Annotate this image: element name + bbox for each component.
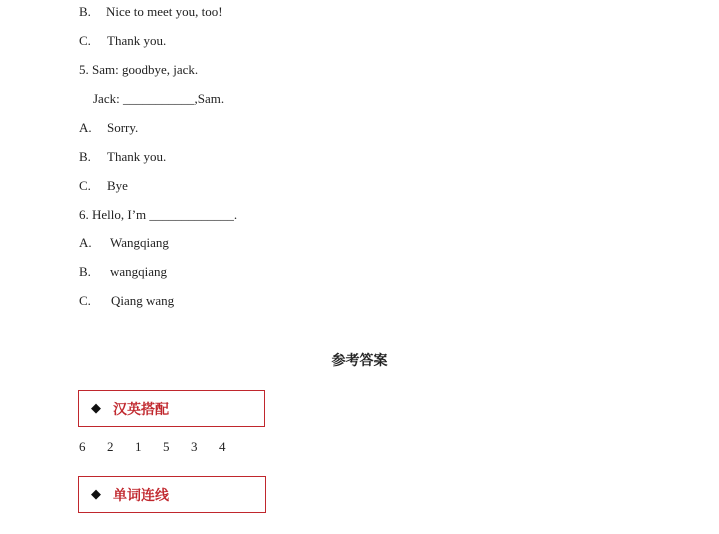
q6-option-c — [79, 293, 174, 309]
option-letter: C. — [79, 293, 91, 308]
option-letter: B. — [79, 4, 91, 19]
q5-prompt: 5. Sam: goodbye, jack. — [79, 62, 199, 77]
option-text: Qiang wang — [111, 293, 175, 308]
q4-option-c — [79, 33, 166, 49]
q5-option-c — [79, 178, 128, 194]
answer-number: 6 — [79, 439, 86, 454]
q6-option-a — [79, 235, 169, 251]
option-letter: B. — [79, 149, 91, 164]
option-text: Wangqiang — [110, 235, 169, 250]
answer-number: 3 — [191, 439, 198, 454]
section-title: 汉英搭配 — [113, 402, 169, 418]
q6-option-b — [79, 264, 167, 280]
answer-number: 2 — [107, 439, 114, 454]
option-text: Thank you. — [107, 149, 167, 164]
option-text: Sorry. — [107, 120, 139, 135]
q5-option-b — [79, 149, 166, 165]
section-header-matching — [78, 390, 265, 427]
q6-prompt: 6. Hello, I’m _____________. — [79, 207, 238, 222]
option-text: Nice to meet you, too! — [106, 4, 223, 19]
option-letter: A. — [79, 120, 92, 135]
answer-number: 1 — [135, 439, 142, 454]
answer-numbers — [79, 439, 247, 455]
q4-option-b — [79, 4, 223, 20]
answer-key-title: 参考答案 — [331, 353, 388, 369]
section-header-word-matching — [78, 476, 266, 513]
option-letter: B. — [79, 264, 91, 279]
option-letter: C. — [79, 33, 91, 48]
option-letter: A. — [79, 235, 92, 250]
option-text: Bye — [107, 178, 128, 193]
diamond-icon: ◆ — [91, 486, 101, 501]
q5-reply: Jack: ___________,Sam. — [93, 91, 225, 106]
section-title: 单词连线 — [113, 488, 169, 504]
answer-number: 5 — [163, 439, 170, 454]
option-letter: C. — [79, 178, 91, 193]
option-text: wangqiang — [110, 264, 168, 279]
option-text: Thank you. — [107, 33, 167, 48]
q5-option-a — [79, 120, 138, 136]
diamond-icon: ◆ — [91, 400, 101, 415]
answer-number: 4 — [219, 439, 226, 454]
